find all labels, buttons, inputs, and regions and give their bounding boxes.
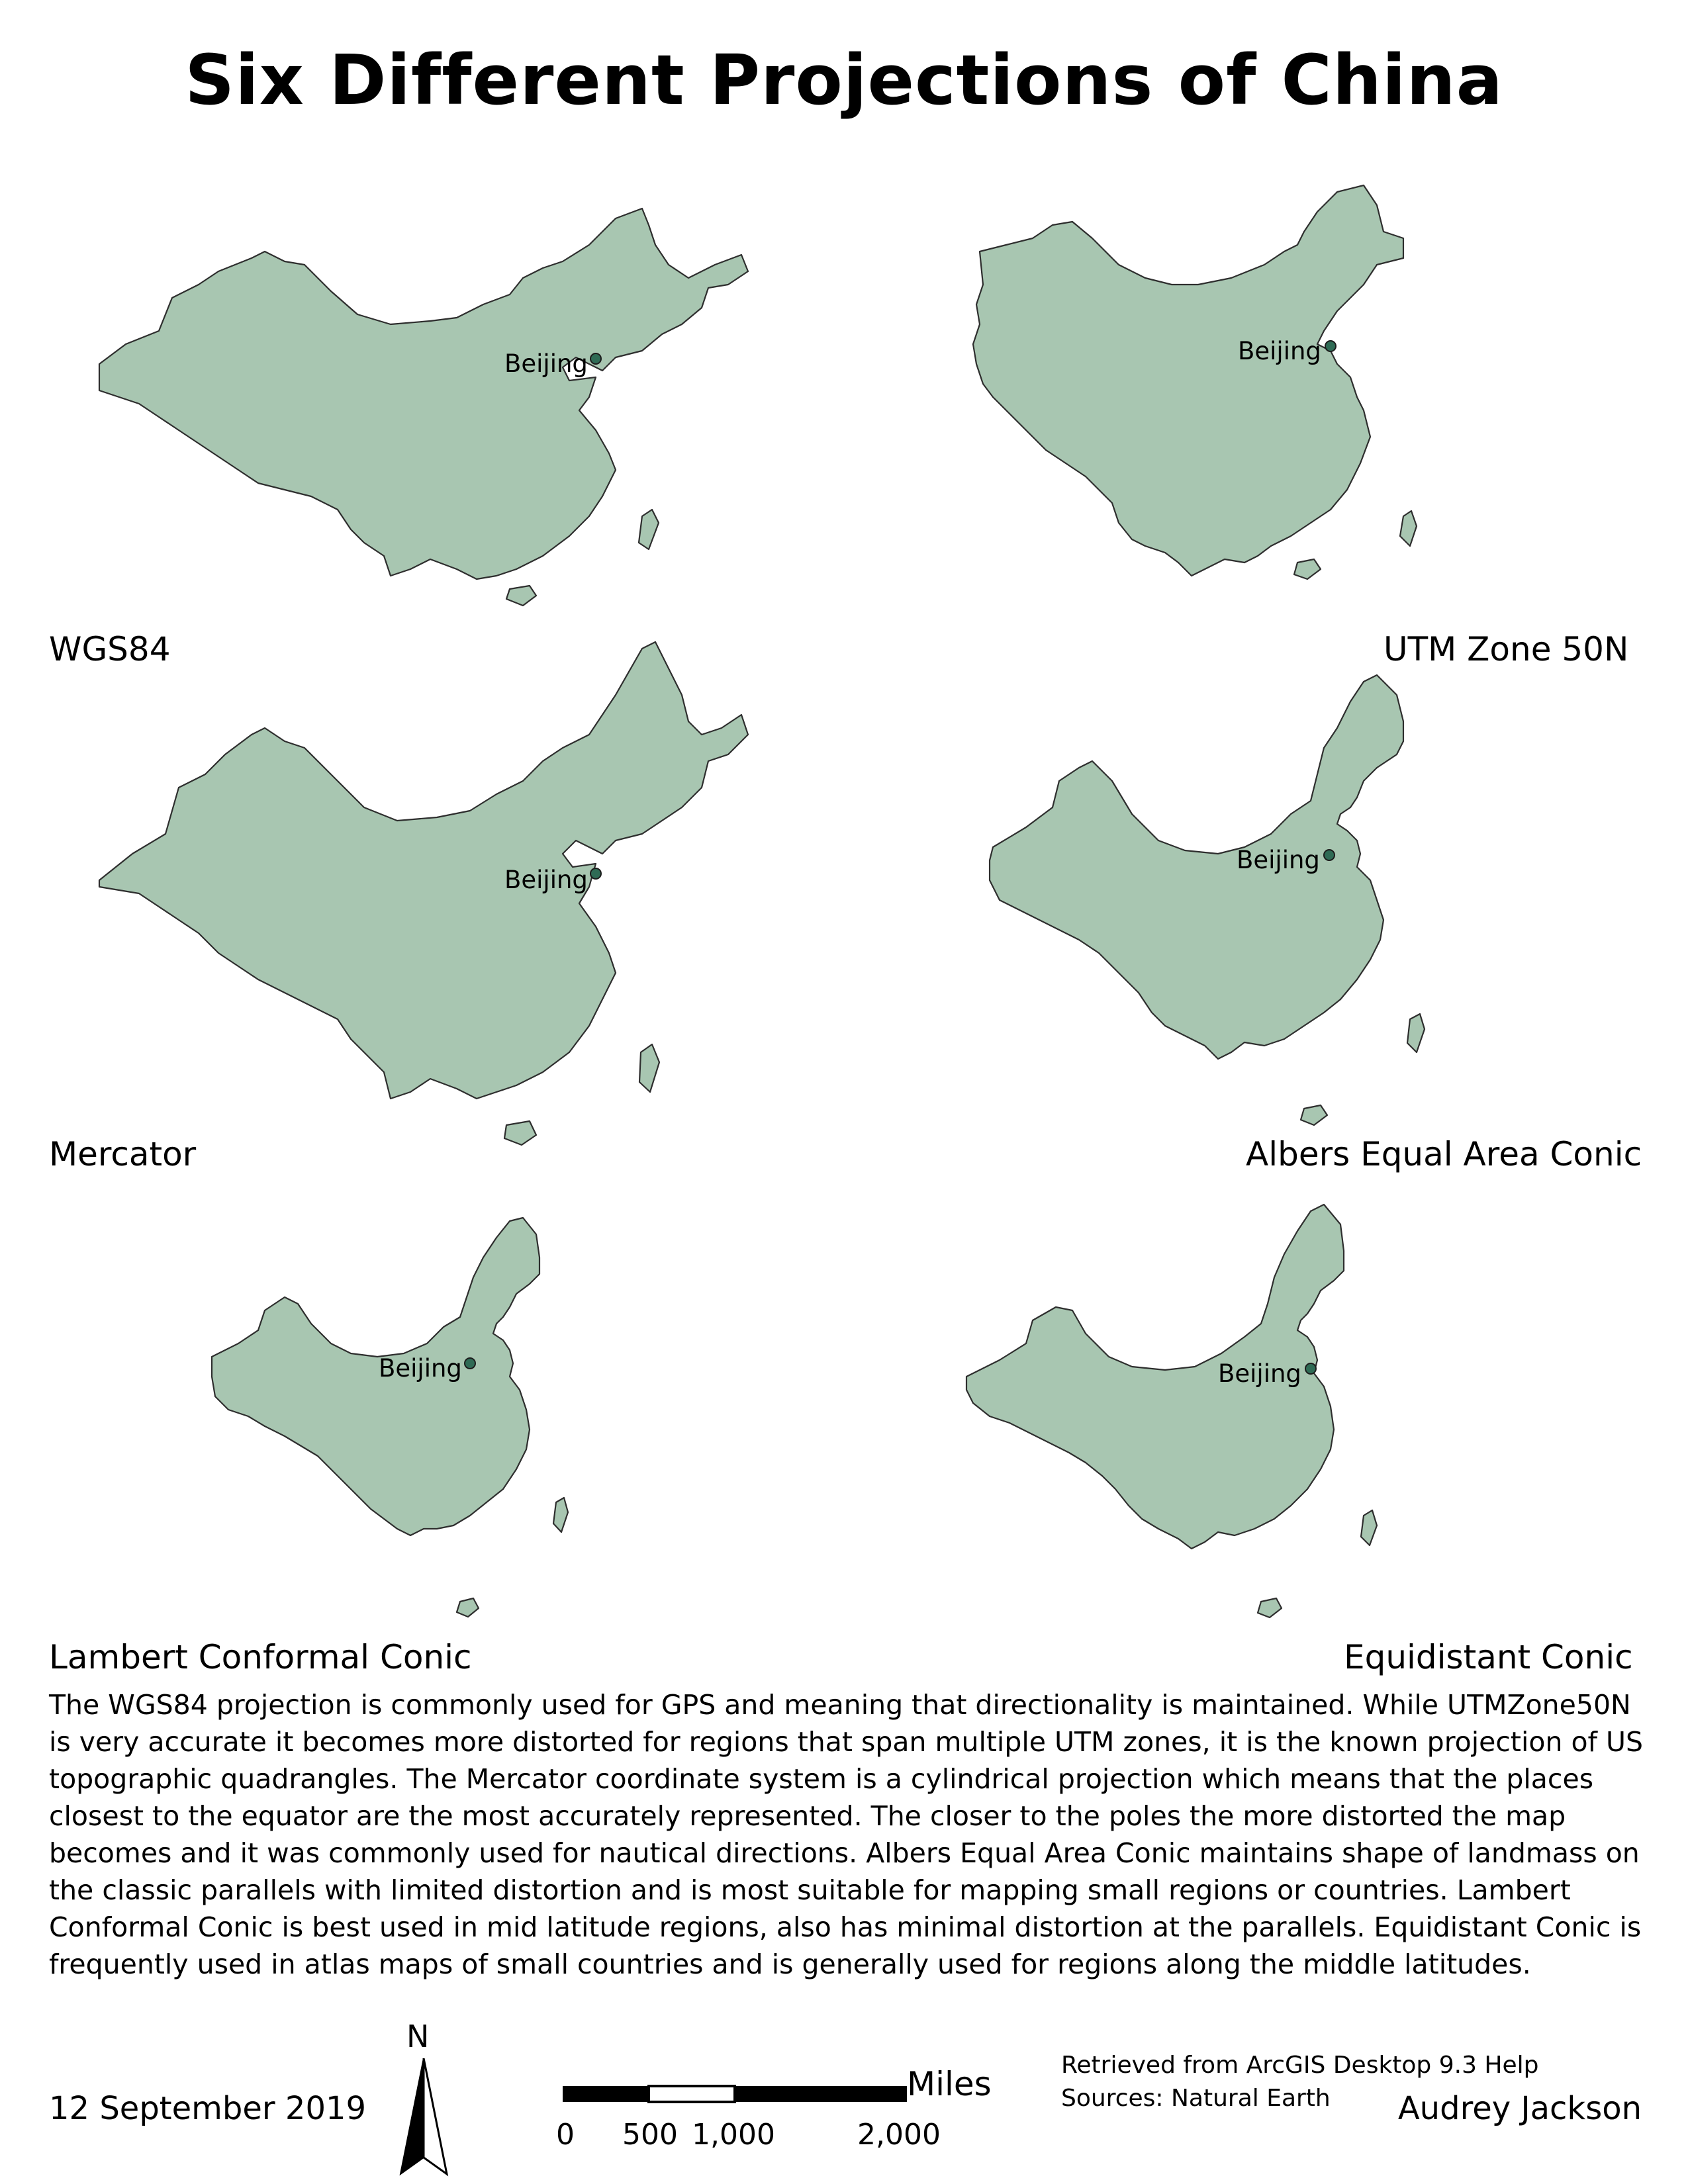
projection-label-mercator: Mercator (49, 1135, 197, 1173)
hainan-island (504, 1121, 536, 1145)
map-utm-zone-50n (966, 185, 1629, 668)
taiwan-island (1407, 1014, 1425, 1052)
map-lambert-conformal-conic (49, 1218, 715, 1676)
beijing-point (465, 1358, 475, 1369)
scale-bar-graphic (563, 2085, 907, 2105)
china-landmass (990, 675, 1403, 1059)
beijing-label: Beijing (1238, 337, 1321, 365)
beijing-label: Beijing (1218, 1359, 1301, 1388)
beijing-label: Beijing (1237, 846, 1320, 874)
taiwan-island (639, 510, 659, 549)
taiwan-island (1361, 1510, 1377, 1545)
china-landmass (973, 185, 1403, 576)
taiwan-island (553, 1498, 568, 1532)
map-equidistant-conic (960, 1205, 1633, 1676)
beijing-label: Beijing (504, 866, 588, 894)
page-title: Six Different Projections of China (185, 40, 1503, 120)
map-albers-equal-area-conic (980, 675, 1642, 1173)
retrieved-credit: Retrieved from ArcGIS Desktop 9.3 Help (1061, 2052, 1539, 2079)
scale-bar (556, 2025, 1006, 2171)
china-outline-equidistant (960, 1205, 1622, 1628)
projection-label-albers: Albers Equal Area Conic (1246, 1135, 1642, 1173)
scale-unit-label: Miles (907, 2065, 992, 2103)
china-outline-mercator (86, 642, 814, 1171)
map-author: Audrey Jackson (1397, 2090, 1642, 2127)
taiwan-island (1400, 511, 1417, 546)
beijing-label: Beijing (504, 349, 588, 378)
hainan-island (1301, 1105, 1327, 1125)
projection-label-utm: UTM Zone 50N (1383, 630, 1629, 668)
hainan-island (1258, 1598, 1282, 1617)
north-arrow (397, 2019, 450, 2177)
projection-description: The WGS84 projection is commonly used for GPS and meaning that directionality is maintained. While UTMZone50N is very accurate it becomes more distorted for regions that span multiple UTM zones, it is the known projection of US topographic quadrangles. The Mercator coordinate system is a cylindrical projection which means that the places closest to the equator are the most accurately represented. The closer to the poles the more distorted the map becomes and it was commonly used for nautical directions. Albers Equal Area Conic maintains shape of landmass on the classic parallels with limited distortion and is most suitable for mapping small regions or countries. Lambert Conformal Conic is best used in mid latitude regions, also has minimal distortion at the parallels. Equidistant Conic is frequently used in atlas maps of small countries and is generally used for regions along the middle latitudes. (49, 1689, 1644, 1980)
scale-tick-500: 500 (622, 2118, 678, 2152)
beijing-point (1324, 850, 1335, 860)
china-outline-wgs84 (86, 199, 814, 622)
china-outline-utm (966, 185, 1628, 609)
projection-label-wgs84: WGS84 (49, 630, 171, 668)
north-arrow-icon (397, 2058, 450, 2177)
scale-tick-0: 0 (556, 2118, 575, 2152)
hainan-island (1294, 559, 1321, 579)
map-wgs84 (49, 199, 814, 668)
beijing-point (590, 353, 601, 364)
china-landmass (212, 1218, 539, 1535)
beijing-point (590, 868, 601, 879)
beijing-point (1325, 341, 1336, 351)
beijing-point (1305, 1363, 1316, 1374)
projection-label-equidistant: Equidistant Conic (1344, 1638, 1633, 1676)
china-landmass (99, 642, 748, 1099)
taiwan-island (639, 1044, 659, 1092)
beijing-label: Beijing (379, 1354, 462, 1383)
hainan-island (506, 586, 536, 606)
china-outline-lambert (199, 1218, 715, 1628)
scale-tick-1000: 1,000 (692, 2118, 775, 2152)
north-label: N (406, 2019, 430, 2054)
projection-label-lambert: Lambert Conformal Conic (49, 1638, 472, 1676)
map-date: 12 September 2019 (49, 2090, 367, 2127)
sources-credit: Sources: Natural Earth (1061, 2085, 1331, 2112)
scale-tick-2000: 2,000 (857, 2118, 941, 2152)
china-outline-albers (980, 675, 1628, 1138)
hainan-island (457, 1598, 479, 1617)
